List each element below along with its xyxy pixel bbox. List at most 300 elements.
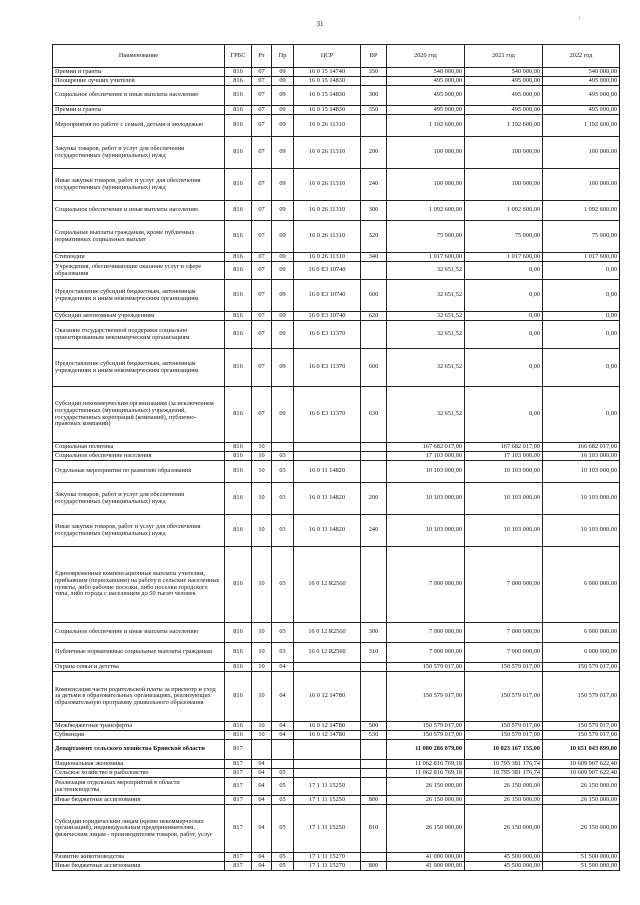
table-row: [53, 312, 620, 321]
row-amount-2022: 0,00: [543, 349, 620, 387]
row-amount-2020: 26 150 000,00: [387, 778, 465, 796]
table-row: [53, 201, 620, 221]
row-pr: [272, 443, 294, 452]
row-amount-2020: 11 062 816 769,18: [387, 760, 465, 769]
row-pr: 09: [272, 349, 294, 387]
row-amount-2021: 167 682 017,00: [465, 443, 543, 452]
row-pr: 09: [272, 106, 294, 115]
row-amount-2020: 32 651,52: [387, 280, 465, 312]
row-amount-2021: 0,00: [465, 321, 543, 349]
row-amount-2022: 150 579 017,00: [543, 672, 620, 722]
row-csr: 16 0 12 R2560: [294, 643, 361, 663]
col-header-csr: ЦСР: [294, 45, 361, 68]
row-amount-2021: 75 000,00: [465, 221, 543, 253]
row-pr: 09: [272, 253, 294, 262]
col-header-grbs: ГРБС: [225, 45, 252, 68]
table-row: [53, 106, 620, 115]
row-grbs: 816: [225, 253, 252, 262]
table-row: [53, 796, 620, 805]
row-rz: 07: [252, 115, 272, 137]
row-rz: 07: [252, 280, 272, 312]
row-name: Иные бюджетные ассигнования: [53, 796, 225, 805]
row-vr: 320: [361, 221, 387, 253]
table-row: [53, 643, 620, 663]
row-vr: 200: [361, 483, 387, 515]
row-name: Охрана семьи и детства: [53, 663, 225, 672]
row-grbs: 816: [225, 623, 252, 643]
row-csr: 16 0 26 11310: [294, 221, 361, 253]
row-name: Социальное обеспечение населения: [53, 452, 225, 461]
row-grbs: 816: [225, 312, 252, 321]
row-amount-2020: 11 080 286 079,00: [387, 740, 465, 760]
row-amount-2021: 10 823 167 155,00: [465, 740, 543, 760]
row-amount-2021: 100 000,00: [465, 137, 543, 169]
row-amount-2022: 0,00: [543, 312, 620, 321]
row-name: Предоставление субсидий бюджетным, автономным учреждениям и иным некоммерческим организациям: [53, 280, 225, 312]
row-pr: 05: [272, 805, 294, 853]
table-row: [53, 760, 620, 769]
row-csr: 16 0 26 11310: [294, 253, 361, 262]
row-pr: 05: [272, 796, 294, 805]
row-grbs: 816: [225, 547, 252, 623]
row-amount-2022: 75 000,00: [543, 221, 620, 253]
row-vr: 300: [361, 86, 387, 106]
row-name: Премии и гранты: [53, 68, 225, 77]
row-amount-2021: 10 103 000,00: [465, 483, 543, 515]
row-amount-2022: 16 103 000,00: [543, 452, 620, 461]
row-vr: [361, 663, 387, 672]
row-grbs: 816: [225, 221, 252, 253]
row-pr: 09: [272, 321, 294, 349]
row-amount-2021: 0,00: [465, 312, 543, 321]
row-name: Социальные выплаты гражданам, кроме публичных нормативных социальных выплат: [53, 221, 225, 253]
row-amount-2020: 32 651,52: [387, 312, 465, 321]
row-name: Субсидии юридическим лицам (кроме некоммерческих организаций), индивидуальным предпринимателям, физическим лицам - производителям товаров, работ, услуг: [53, 805, 225, 853]
row-vr: 240: [361, 169, 387, 201]
row-name: Межбюджетные трансферты: [53, 722, 225, 731]
row-csr: 16 0 12 14780: [294, 731, 361, 740]
row-amount-2020: 32 651,52: [387, 349, 465, 387]
row-name: Единовременные компенсационные выплаты учителям, прибывшим (переехавшим) на работу в сельские населенные пункты, либо рабочие поселки, либо поселки городского типа, либо города с населением до 50 тысяч человек: [53, 547, 225, 623]
row-amount-2021: 10 795 381 176,74: [465, 769, 543, 778]
row-pr: 03: [272, 643, 294, 663]
row-rz: 04: [252, 853, 272, 862]
row-name: Социальная политика: [53, 443, 225, 452]
row-vr: 300: [361, 201, 387, 221]
table-row: [53, 547, 620, 623]
row-grbs: 816: [225, 452, 252, 461]
row-csr: [294, 452, 361, 461]
row-rz: 04: [252, 760, 272, 769]
row-csr: 16 0 15 14830: [294, 106, 361, 115]
row-rz: 07: [252, 169, 272, 201]
row-name: Оказание государственной поддержки социально ориентированным некоммерческим организациям: [53, 321, 225, 349]
row-rz: 04: [252, 805, 272, 853]
row-amount-2020: 167 682 017,00: [387, 443, 465, 452]
row-amount-2022: 6 000 000,00: [543, 623, 620, 643]
row-grbs: 816: [225, 169, 252, 201]
row-csr: 16 0 Е3 11370: [294, 321, 361, 349]
table-body: [53, 68, 620, 871]
row-rz: [252, 740, 272, 760]
row-amount-2021: 495 000,00: [465, 86, 543, 106]
row-amount-2020: 7 000 000,00: [387, 643, 465, 663]
row-rz: 10: [252, 461, 272, 483]
row-amount-2021: 1 092 600,00: [465, 201, 543, 221]
row-amount-2022: 100 000,00: [543, 169, 620, 201]
row-vr: [361, 321, 387, 349]
table-row: [53, 115, 620, 137]
table-row: [53, 862, 620, 871]
row-vr: [361, 452, 387, 461]
row-pr: 03: [272, 623, 294, 643]
row-amount-2022: 26 150 000,00: [543, 796, 620, 805]
row-name: Предоставление субсидий бюджетным, автономным учреждениям и иным некоммерческим организациям: [53, 349, 225, 387]
row-amount-2021: 495 000,00: [465, 77, 543, 86]
row-amount-2022: 51 500 000,00: [543, 862, 620, 871]
corner-mark: ·: [578, 14, 581, 23]
row-amount-2020: 32 651,52: [387, 321, 465, 349]
row-vr: [361, 115, 387, 137]
row-amount-2022: 495 000,00: [543, 77, 620, 86]
table-row: [53, 280, 620, 312]
row-amount-2020: 100 000,00: [387, 137, 465, 169]
row-grbs: 817: [225, 862, 252, 871]
row-vr: 350: [361, 68, 387, 77]
row-rz: 07: [252, 77, 272, 86]
row-amount-2022: 10 103 000,00: [543, 461, 620, 483]
row-amount-2021: 26 150 000,00: [465, 796, 543, 805]
row-amount-2021: 0,00: [465, 387, 543, 443]
table-row: [53, 672, 620, 722]
row-rz: 10: [252, 443, 272, 452]
row-name: Субвенции: [53, 731, 225, 740]
row-csr: 17 1 11 15250: [294, 796, 361, 805]
row-pr: 03: [272, 547, 294, 623]
row-amount-2022: 10 103 000,00: [543, 483, 620, 515]
row-amount-2021: 150 579 017,00: [465, 672, 543, 722]
row-amount-2021: 10 795 381 176,74: [465, 760, 543, 769]
row-vr: [361, 77, 387, 86]
row-grbs: 817: [225, 760, 252, 769]
row-amount-2020: 41 000 000,00: [387, 862, 465, 871]
row-rz: 10: [252, 672, 272, 722]
row-amount-2022: 540 000,00: [543, 68, 620, 77]
row-vr: 340: [361, 253, 387, 262]
row-rz: 10: [252, 643, 272, 663]
row-grbs: 817: [225, 805, 252, 853]
row-vr: [361, 672, 387, 722]
row-amount-2021: 17 103 000,00: [465, 452, 543, 461]
row-name: Департамент сельского хозяйства Брянской области: [53, 740, 225, 760]
row-vr: [361, 778, 387, 796]
row-amount-2022: 1 192 600,00: [543, 115, 620, 137]
row-amount-2022: 10 651 043 899,00: [543, 740, 620, 760]
row-grbs: 816: [225, 115, 252, 137]
row-rz: 07: [252, 387, 272, 443]
row-rz: 10: [252, 663, 272, 672]
row-csr: 16 0 15 14830: [294, 86, 361, 106]
row-amount-2021: 10 103 000,00: [465, 515, 543, 547]
row-pr: 05: [272, 853, 294, 862]
table-row: [53, 387, 620, 443]
row-amount-2020: 150 579 017,00: [387, 672, 465, 722]
table-row: [53, 515, 620, 547]
row-amount-2021: 26 150 000,00: [465, 805, 543, 853]
row-vr: 620: [361, 312, 387, 321]
row-amount-2020: 495 000,00: [387, 77, 465, 86]
row-pr: 03: [272, 461, 294, 483]
row-amount-2022: 10 609 907 622,40: [543, 760, 620, 769]
row-csr: [294, 769, 361, 778]
row-pr: 04: [272, 722, 294, 731]
row-grbs: 816: [225, 349, 252, 387]
table-row: [53, 722, 620, 731]
row-csr: 16 0 Е3 11370: [294, 387, 361, 443]
row-name: Субсидии некоммерческим организациям (за исключением государственных (муниципальных) учреждений, государственных корпораций (компаний), публично-правовых компаний): [53, 387, 225, 443]
row-csr: [294, 760, 361, 769]
row-amount-2021: 540 000,00: [465, 68, 543, 77]
row-amount-2020: 10 103 000,00: [387, 461, 465, 483]
row-amount-2022: 0,00: [543, 262, 620, 280]
row-csr: 16 0 26 11310: [294, 137, 361, 169]
row-name: Социальное обеспечение и иные выплаты населению: [53, 86, 225, 106]
row-amount-2020: 17 103 000,00: [387, 452, 465, 461]
row-amount-2022: 495 000,00: [543, 86, 620, 106]
table-row: [53, 68, 620, 77]
row-rz: 07: [252, 137, 272, 169]
row-amount-2020: 41 000 000,00: [387, 853, 465, 862]
row-pr: 09: [272, 262, 294, 280]
row-grbs: 816: [225, 461, 252, 483]
row-csr: 17 1 11 15270: [294, 853, 361, 862]
row-amount-2022: 150 579 017,00: [543, 722, 620, 731]
row-rz: 07: [252, 262, 272, 280]
row-csr: 16 0 Е3 10740: [294, 280, 361, 312]
table-row: [53, 853, 620, 862]
row-grbs: 816: [225, 483, 252, 515]
row-grbs: 816: [225, 86, 252, 106]
row-pr: 09: [272, 312, 294, 321]
row-name: Национальная экономика: [53, 760, 225, 769]
row-grbs: 816: [225, 643, 252, 663]
row-amount-2020: 150 579 017,00: [387, 731, 465, 740]
row-name: Развитие животноводства: [53, 853, 225, 862]
row-vr: 500: [361, 722, 387, 731]
col-header-pr: Пр: [272, 45, 294, 68]
row-amount-2020: 32 651,52: [387, 387, 465, 443]
row-rz: 07: [252, 86, 272, 106]
row-pr: [272, 740, 294, 760]
row-amount-2022: 1 017 600,00: [543, 253, 620, 262]
row-vr: 350: [361, 106, 387, 115]
row-amount-2021: 10 103 000,00: [465, 461, 543, 483]
row-name: Премии и гранты: [53, 106, 225, 115]
row-amount-2020: 26 150 000,00: [387, 796, 465, 805]
row-grbs: 816: [225, 731, 252, 740]
row-amount-2021: 150 579 017,00: [465, 731, 543, 740]
row-amount-2022: 26 150 000,00: [543, 778, 620, 796]
row-name: Иные закупки товаров, работ и услуг для обеспечения государственных (муниципальных) нужд: [53, 169, 225, 201]
budget-table: [52, 44, 620, 871]
row-vr: [361, 853, 387, 862]
row-amount-2020: 10 103 000,00: [387, 515, 465, 547]
row-vr: [361, 769, 387, 778]
row-grbs: 816: [225, 672, 252, 722]
row-csr: [294, 740, 361, 760]
row-grbs: 817: [225, 853, 252, 862]
row-rz: 04: [252, 769, 272, 778]
table-row: [53, 221, 620, 253]
row-pr: 09: [272, 201, 294, 221]
row-amount-2020: 26 150 000,00: [387, 805, 465, 853]
row-pr: 03: [272, 483, 294, 515]
table-header-row: [53, 45, 620, 68]
table-row: [53, 769, 620, 778]
row-vr: 530: [361, 731, 387, 740]
row-name: Реализация отдельных мероприятий в области растениеводства: [53, 778, 225, 796]
row-grbs: 816: [225, 262, 252, 280]
row-vr: [361, 760, 387, 769]
col-header-2022: 2022 год: [543, 45, 620, 68]
col-header-name: Наименование: [53, 45, 225, 68]
row-csr: 16 0 26 11310: [294, 115, 361, 137]
row-amount-2020: 100 000,00: [387, 169, 465, 201]
row-rz: 10: [252, 731, 272, 740]
row-grbs: 816: [225, 106, 252, 115]
row-rz: 10: [252, 483, 272, 515]
row-pr: 05: [272, 862, 294, 871]
row-name: Иные закупки товаров, работ и услуг для обеспечения государственных (муниципальных) нужд: [53, 515, 225, 547]
row-amount-2022: 10 103 000,00: [543, 515, 620, 547]
row-csr: 16 0 11 14820: [294, 461, 361, 483]
row-amount-2022: 150 579 017,00: [543, 731, 620, 740]
row-rz: 07: [252, 68, 272, 77]
row-name: Учреждения, обеспечивающие оказание услуг в сфере образования: [53, 262, 225, 280]
row-amount-2022: 1 092 600,00: [543, 201, 620, 221]
row-csr: 16 0 12 14780: [294, 672, 361, 722]
row-pr: 09: [272, 169, 294, 201]
row-pr: 03: [272, 515, 294, 547]
row-amount-2022: 0,00: [543, 280, 620, 312]
row-csr: 16 0 Е3 11370: [294, 349, 361, 387]
row-vr: 240: [361, 515, 387, 547]
row-pr: 04: [272, 672, 294, 722]
row-amount-2021: 7 000 000,00: [465, 623, 543, 643]
table-row: [53, 253, 620, 262]
row-rz: 07: [252, 253, 272, 262]
row-amount-2021: 1 192 600,00: [465, 115, 543, 137]
row-amount-2020: 540 000,00: [387, 68, 465, 77]
row-rz: 10: [252, 547, 272, 623]
row-rz: 10: [252, 722, 272, 731]
row-rz: 07: [252, 201, 272, 221]
table-row: [53, 321, 620, 349]
row-amount-2021: 1 017 600,00: [465, 253, 543, 262]
row-pr: 03: [272, 452, 294, 461]
table-row: [53, 731, 620, 740]
row-amount-2020: 7 000 000,00: [387, 547, 465, 623]
row-vr: [361, 740, 387, 760]
row-amount-2022: 6 000 000,00: [543, 643, 620, 663]
row-amount-2022: 495 000,00: [543, 106, 620, 115]
row-name: Компенсация части родительской платы за присмотр и уход за детьми в образовательных организациях, реализующих образовательную программу дошкольного образования: [53, 672, 225, 722]
row-name: Иные бюджетные ассигнования: [53, 862, 225, 871]
row-amount-2020: 1 092 600,00: [387, 201, 465, 221]
row-amount-2022: 166 682 017,00: [543, 443, 620, 452]
row-name: Социальное обеспечение и иные выплаты населению: [53, 623, 225, 643]
row-vr: 600: [361, 349, 387, 387]
row-grbs: 816: [225, 515, 252, 547]
row-name: Мероприятия по работе с семьей, детьми и молодежью: [53, 115, 225, 137]
row-name: Закупка товаров, работ и услуг для обеспечения государственных (муниципальных) нужд: [53, 483, 225, 515]
row-amount-2021: 495 000,00: [465, 106, 543, 115]
row-rz: 10: [252, 623, 272, 643]
table-row: [53, 137, 620, 169]
row-vr: [361, 461, 387, 483]
row-csr: 16 0 Е3 10740: [294, 262, 361, 280]
row-grbs: 816: [225, 722, 252, 731]
row-name: Публичные нормативные социальные выплаты гражданам: [53, 643, 225, 663]
row-csr: [294, 443, 361, 452]
row-amount-2020: 1 192 600,00: [387, 115, 465, 137]
row-rz: 07: [252, 106, 272, 115]
row-amount-2022: 26 150 000,00: [543, 805, 620, 853]
table-row: [53, 663, 620, 672]
row-amount-2021: 45 500 000,00: [465, 853, 543, 862]
row-grbs: 816: [225, 68, 252, 77]
row-amount-2021: 26 150 000,00: [465, 778, 543, 796]
row-csr: 16 0 12 R2560: [294, 623, 361, 643]
row-amount-2022: 51 500 000,00: [543, 853, 620, 862]
row-amount-2020: 150 579 017,00: [387, 663, 465, 672]
table-row: [53, 483, 620, 515]
row-vr: [361, 443, 387, 452]
row-amount-2022: 6 000 000,00: [543, 547, 620, 623]
row-name: Отдельные мероприятия по развитию образования: [53, 461, 225, 483]
row-amount-2021: 0,00: [465, 349, 543, 387]
row-vr: [361, 547, 387, 623]
col-header-rz: Рз: [252, 45, 272, 68]
row-rz: 04: [252, 778, 272, 796]
row-vr: [361, 262, 387, 280]
row-csr: 16 0 15 14740: [294, 68, 361, 77]
row-csr: 16 0 15 14830: [294, 77, 361, 86]
row-csr: 16 0 12 14780: [294, 722, 361, 731]
table-row: [53, 778, 620, 796]
row-rz: 04: [252, 862, 272, 871]
row-grbs: 817: [225, 769, 252, 778]
row-amount-2022: 10 609 907 622,40: [543, 769, 620, 778]
row-vr: 300: [361, 623, 387, 643]
table-row: [53, 169, 620, 201]
row-grbs: 816: [225, 443, 252, 452]
row-amount-2020: 32 651,52: [387, 262, 465, 280]
row-grbs: 816: [225, 663, 252, 672]
row-amount-2022: 0,00: [543, 321, 620, 349]
row-amount-2020: 1 017 600,00: [387, 253, 465, 262]
row-grbs: 816: [225, 387, 252, 443]
row-csr: 16 0 11 14820: [294, 483, 361, 515]
row-amount-2020: 7 000 000,00: [387, 623, 465, 643]
row-csr: 17 1 11 15250: [294, 778, 361, 796]
row-pr: 05: [272, 778, 294, 796]
row-pr: 09: [272, 137, 294, 169]
row-amount-2022: 150 579 017,00: [543, 663, 620, 672]
row-amount-2020: 495 000,00: [387, 106, 465, 115]
row-amount-2022: 0,00: [543, 387, 620, 443]
row-name: Поощрение лучших учителей: [53, 77, 225, 86]
